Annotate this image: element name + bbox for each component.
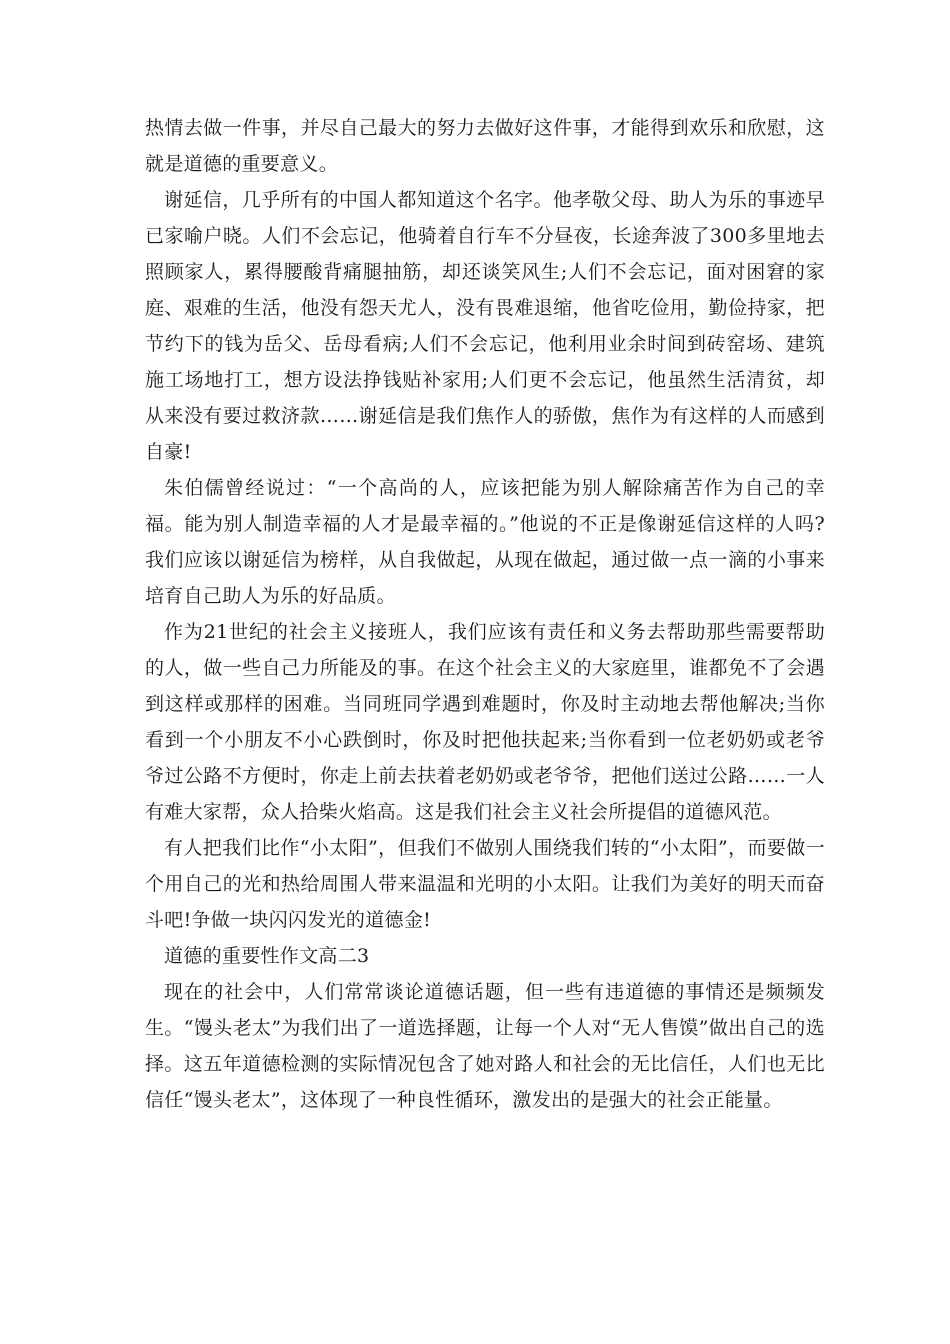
paragraph-2: 谢延信，几乎所有的中国人都知道这个名字。他孝敬父母、助人为乐的事迹早已家喻户晓。人们不会忘记，他骑着自行车不分昼夜，长途奔波了300多里地去照顾家人，累得腰酸背痛腿抽筋，却还谈笑风生;人们不会忘记，面对困窘的家庭、艰难的生活，他没有怨天尤人，没有畏难退缩，他省吃俭用，勤俭持家，把节约下的钱为岳父、岳母看病;人们不会忘记，他利用业余时间到砖窑场、建筑施工场地打工，想方设法挣钱贴补家用;人们更不会忘记，他虽然生活清贫，却从来没有要过救济款……谢延信是我们焦作人的骄傲，焦作为有这样的人而感到自豪! <box>145 189 825 463</box>
paragraph-4: 作为21世纪的社会主义接班人，我们应该有责任和义务去帮助那些需要帮助的人，做一些自己力所能及的事。在这个社会主义的大家庭里，谁都免不了会遇到这样或那样的困难。当同班同学遇到难题时，你及时主动地去帮他解决;当你看到一个小朋友不小心跌倒时，你及时把他扶起来;当你看到一位老奶奶或老爷爷过公路不方便时，你走上前去扶着老奶奶或老爷爷，把他们送过公路……一人有难大家帮，众人拾柴火焰高。这是我们社会主义社会所提倡的道德风范。 <box>145 621 825 823</box>
paragraph-5: 有人把我们比作“小太阳”，但我们不做别人围绕我们转的“小太阳”，而要做一个用自己的光和热给周围人带来温温和光明的小太阳。让我们为美好的明天而奋斗吧!争做一块闪闪发光的道德金! <box>145 837 825 931</box>
section-heading: 道德的重要性作文高二3 <box>164 945 370 967</box>
paragraph-6: 现在的社会中，人们常常谈论道德话题，但一些有违道德的事情还是频频发生。“馒头老太”为我们出了一道选择题，让每一个人对“无人售馍”做出自己的选择。这五年道德检测的实际情况包含了她对路人和社会的无比信任，人们也无比信任“馒头老太”，这体现了一种良性循环，激发出的是强大的社会正能量。 <box>145 981 825 1111</box>
document-body <box>145 110 825 1118</box>
paragraph-3: 朱伯儒曾经说过：“一个高尚的人，应该把能为别人解除痛苦作为自己的幸福。能为别人制造幸福的人才是最幸福的。”他说的不正是像谢延信这样的人吗?我们应该以谢延信为榜样，从自我做起，从现在做起，通过做一点一滴的小事来培育自己助人为乐的好品质。 <box>145 477 825 607</box>
paragraph-1: 热情去做一件事，并尽自己最大的努力去做好这件事，才能得到欢乐和欣慰，这就是道德的重要意义。 <box>145 117 825 175</box>
